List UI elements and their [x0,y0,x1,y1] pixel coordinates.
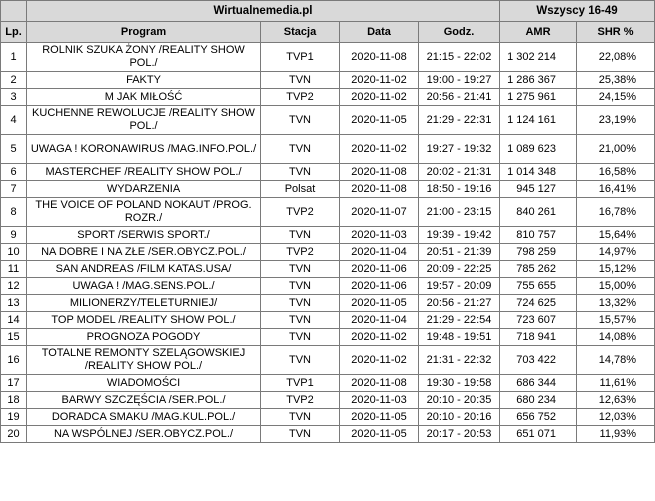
cell-station: TVN [261,312,340,329]
cell-amr: 680 234 [500,392,577,409]
cell-time: 21:29 - 22:54 [419,312,500,329]
cell-date: 2020-11-08 [340,375,419,392]
cell-shr: 12,03% [577,409,655,426]
cell-program: DORADCA SMAKU /MAG.KUL.POL./ [27,409,261,426]
cell-time: 19:48 - 19:51 [419,329,500,346]
cell-date: 2020-11-05 [340,426,419,443]
cell-program: TOP MODEL /REALITY SHOW POL./ [27,312,261,329]
cell-station: TVN [261,72,340,89]
cell-program: M JAK MIŁOŚĆ [27,89,261,106]
cell-station: TVN [261,227,340,244]
table-row [1,278,655,295]
cell-shr: 15,12% [577,261,655,278]
cell-station: TVN [261,164,340,181]
blank-header-cell [1,1,27,22]
cell-time: 19:27 - 19:32 [419,135,500,164]
cell-amr: 1 275 961 [500,89,577,106]
cell-rank: 12 [1,278,27,295]
cell-rank: 8 [1,198,27,227]
cell-shr: 16,78% [577,198,655,227]
cell-date: 2020-11-03 [340,392,419,409]
column-header-amr: AMR [500,22,577,43]
cell-time: 19:39 - 19:42 [419,227,500,244]
cell-shr: 14,78% [577,346,655,375]
cell-rank: 11 [1,261,27,278]
cell-program: KUCHENNE REWOLUCJE /REALITY SHOW POL./ [27,106,261,135]
cell-program: WYDARZENIA [27,181,261,198]
cell-shr: 15,00% [577,278,655,295]
cell-date: 2020-11-05 [340,295,419,312]
cell-shr: 15,64% [577,227,655,244]
cell-station: TVN [261,295,340,312]
cell-date: 2020-11-04 [340,312,419,329]
cell-program: UWAGA ! KORONAWIRUS /MAG.INFO.POL./ [27,135,261,164]
cell-rank: 20 [1,426,27,443]
cell-shr: 25,38% [577,72,655,89]
cell-shr: 11,93% [577,426,655,443]
cell-time: 19:57 - 20:09 [419,278,500,295]
cell-rank: 2 [1,72,27,89]
cell-date: 2020-11-02 [340,89,419,106]
table-row [1,261,655,278]
table-row [1,329,655,346]
table-row [1,409,655,426]
cell-time: 20:02 - 21:31 [419,164,500,181]
cell-date: 2020-11-07 [340,198,419,227]
cell-station: TVN [261,278,340,295]
cell-shr: 15,57% [577,312,655,329]
cell-time: 21:29 - 22:31 [419,106,500,135]
cell-date: 2020-11-06 [340,278,419,295]
cell-time: 18:50 - 19:16 [419,181,500,198]
column-header-godz: Godz. [419,22,500,43]
cell-amr: 1 089 623 [500,135,577,164]
table-row [1,43,655,72]
target-group-title: Wszyscy 16-49 [500,1,655,22]
cell-time: 21:00 - 23:15 [419,198,500,227]
cell-amr: 1 286 367 [500,72,577,89]
cell-rank: 10 [1,244,27,261]
cell-time: 21:31 - 22:32 [419,346,500,375]
cell-program: ROLNIK SZUKA ŻONY /REALITY SHOW POL./ [27,43,261,72]
table-row [1,312,655,329]
cell-amr: 718 941 [500,329,577,346]
cell-program: THE VOICE OF POLAND NOKAUT /PROG. ROZR./ [27,198,261,227]
cell-amr: 656 752 [500,409,577,426]
cell-program: PROGNOZA POGODY [27,329,261,346]
cell-shr: 22,08% [577,43,655,72]
cell-rank: 4 [1,106,27,135]
cell-amr: 703 422 [500,346,577,375]
cell-date: 2020-11-06 [340,261,419,278]
cell-rank: 18 [1,392,27,409]
source-header-row [1,1,655,22]
column-header-shr: SHR % [577,22,655,43]
cell-shr: 11,61% [577,375,655,392]
cell-station: TVP1 [261,375,340,392]
cell-amr: 724 625 [500,295,577,312]
cell-date: 2020-11-08 [340,43,419,72]
cell-rank: 16 [1,346,27,375]
cell-program: WIADOMOŚCI [27,375,261,392]
column-header-program: Program [27,22,261,43]
cell-rank: 15 [1,329,27,346]
cell-amr: 686 344 [500,375,577,392]
cell-station: TVP2 [261,89,340,106]
table-row [1,89,655,106]
cell-amr: 651 071 [500,426,577,443]
cell-station: TVP2 [261,392,340,409]
cell-station: TVN [261,106,340,135]
cell-date: 2020-11-08 [340,181,419,198]
cell-time: 19:00 - 19:27 [419,72,500,89]
cell-shr: 21,00% [577,135,655,164]
table-row [1,164,655,181]
cell-program: TOTALNE REMONTY SZELĄGOWSKIEJ /REALITY SHOW POL./ [27,346,261,375]
cell-amr: 755 655 [500,278,577,295]
cell-date: 2020-11-02 [340,72,419,89]
cell-amr: 945 127 [500,181,577,198]
cell-time: 20:09 - 22:25 [419,261,500,278]
cell-station: TVP2 [261,244,340,261]
cell-amr: 1 124 161 [500,106,577,135]
cell-program: UWAGA ! /MAG.SENS.POL./ [27,278,261,295]
cell-date: 2020-11-02 [340,329,419,346]
cell-time: 20:56 - 21:27 [419,295,500,312]
cell-station: TVP2 [261,198,340,227]
cell-station: Polsat [261,181,340,198]
column-header-data: Data [340,22,419,43]
cell-shr: 14,97% [577,244,655,261]
table-row [1,375,655,392]
cell-date: 2020-11-05 [340,106,419,135]
cell-amr: 1 014 348 [500,164,577,181]
cell-amr: 785 262 [500,261,577,278]
cell-time: 19:30 - 19:58 [419,375,500,392]
cell-amr: 798 259 [500,244,577,261]
cell-date: 2020-11-05 [340,409,419,426]
cell-shr: 24,15% [577,89,655,106]
cell-rank: 17 [1,375,27,392]
table-row [1,227,655,244]
cell-station: TVN [261,135,340,164]
column-header-row [1,22,655,43]
cell-rank: 13 [1,295,27,312]
cell-time: 20:56 - 21:41 [419,89,500,106]
cell-shr: 16,41% [577,181,655,198]
table-body [1,43,655,443]
table-row [1,135,655,164]
table-row [1,106,655,135]
cell-shr: 14,08% [577,329,655,346]
table-row [1,181,655,198]
cell-rank: 6 [1,164,27,181]
cell-rank: 14 [1,312,27,329]
cell-shr: 23,19% [577,106,655,135]
cell-amr: 1 302 214 [500,43,577,72]
cell-station: TVN [261,426,340,443]
cell-date: 2020-11-03 [340,227,419,244]
cell-station: TVN [261,346,340,375]
cell-station: TVN [261,329,340,346]
cell-time: 20:17 - 20:53 [419,426,500,443]
cell-shr: 12,63% [577,392,655,409]
cell-rank: 5 [1,135,27,164]
cell-time: 20:10 - 20:35 [419,392,500,409]
cell-program: SAN ANDREAS /FILM KATAS.USA/ [27,261,261,278]
cell-program: BARWY SZCZĘŚCIA /SER.POL./ [27,392,261,409]
cell-program: NA DOBRE I NA ZŁE /SER.OBYCZ.POL./ [27,244,261,261]
cell-shr: 16,58% [577,164,655,181]
cell-amr: 840 261 [500,198,577,227]
cell-time: 21:15 - 22:02 [419,43,500,72]
cell-date: 2020-11-02 [340,346,419,375]
table-row [1,72,655,89]
table-row [1,198,655,227]
cell-amr: 810 757 [500,227,577,244]
table-row [1,295,655,312]
table-row [1,392,655,409]
cell-shr: 13,32% [577,295,655,312]
table-row [1,244,655,261]
cell-date: 2020-11-04 [340,244,419,261]
cell-program: MASTERCHEF /REALITY SHOW POL./ [27,164,261,181]
column-header-lp: Lp. [1,22,27,43]
cell-rank: 19 [1,409,27,426]
column-header-stacja: Stacja [261,22,340,43]
cell-program: NA WSPÓLNEJ /SER.OBYCZ.POL./ [27,426,261,443]
cell-amr: 723 607 [500,312,577,329]
cell-program: FAKTY [27,72,261,89]
cell-time: 20:51 - 21:39 [419,244,500,261]
cell-rank: 3 [1,89,27,106]
cell-rank: 7 [1,181,27,198]
cell-station: TVP1 [261,43,340,72]
cell-station: TVN [261,261,340,278]
table-row [1,426,655,443]
cell-program: SPORT /SERWIS SPORT./ [27,227,261,244]
cell-rank: 9 [1,227,27,244]
source-title: Wirtualnemedia.pl [27,1,500,22]
table-row [1,346,655,375]
cell-time: 20:10 - 20:16 [419,409,500,426]
cell-station: TVN [261,409,340,426]
cell-date: 2020-11-08 [340,164,419,181]
cell-program: MILIONERZY/TELETURNIEJ/ [27,295,261,312]
cell-date: 2020-11-02 [340,135,419,164]
cell-rank: 1 [1,43,27,72]
